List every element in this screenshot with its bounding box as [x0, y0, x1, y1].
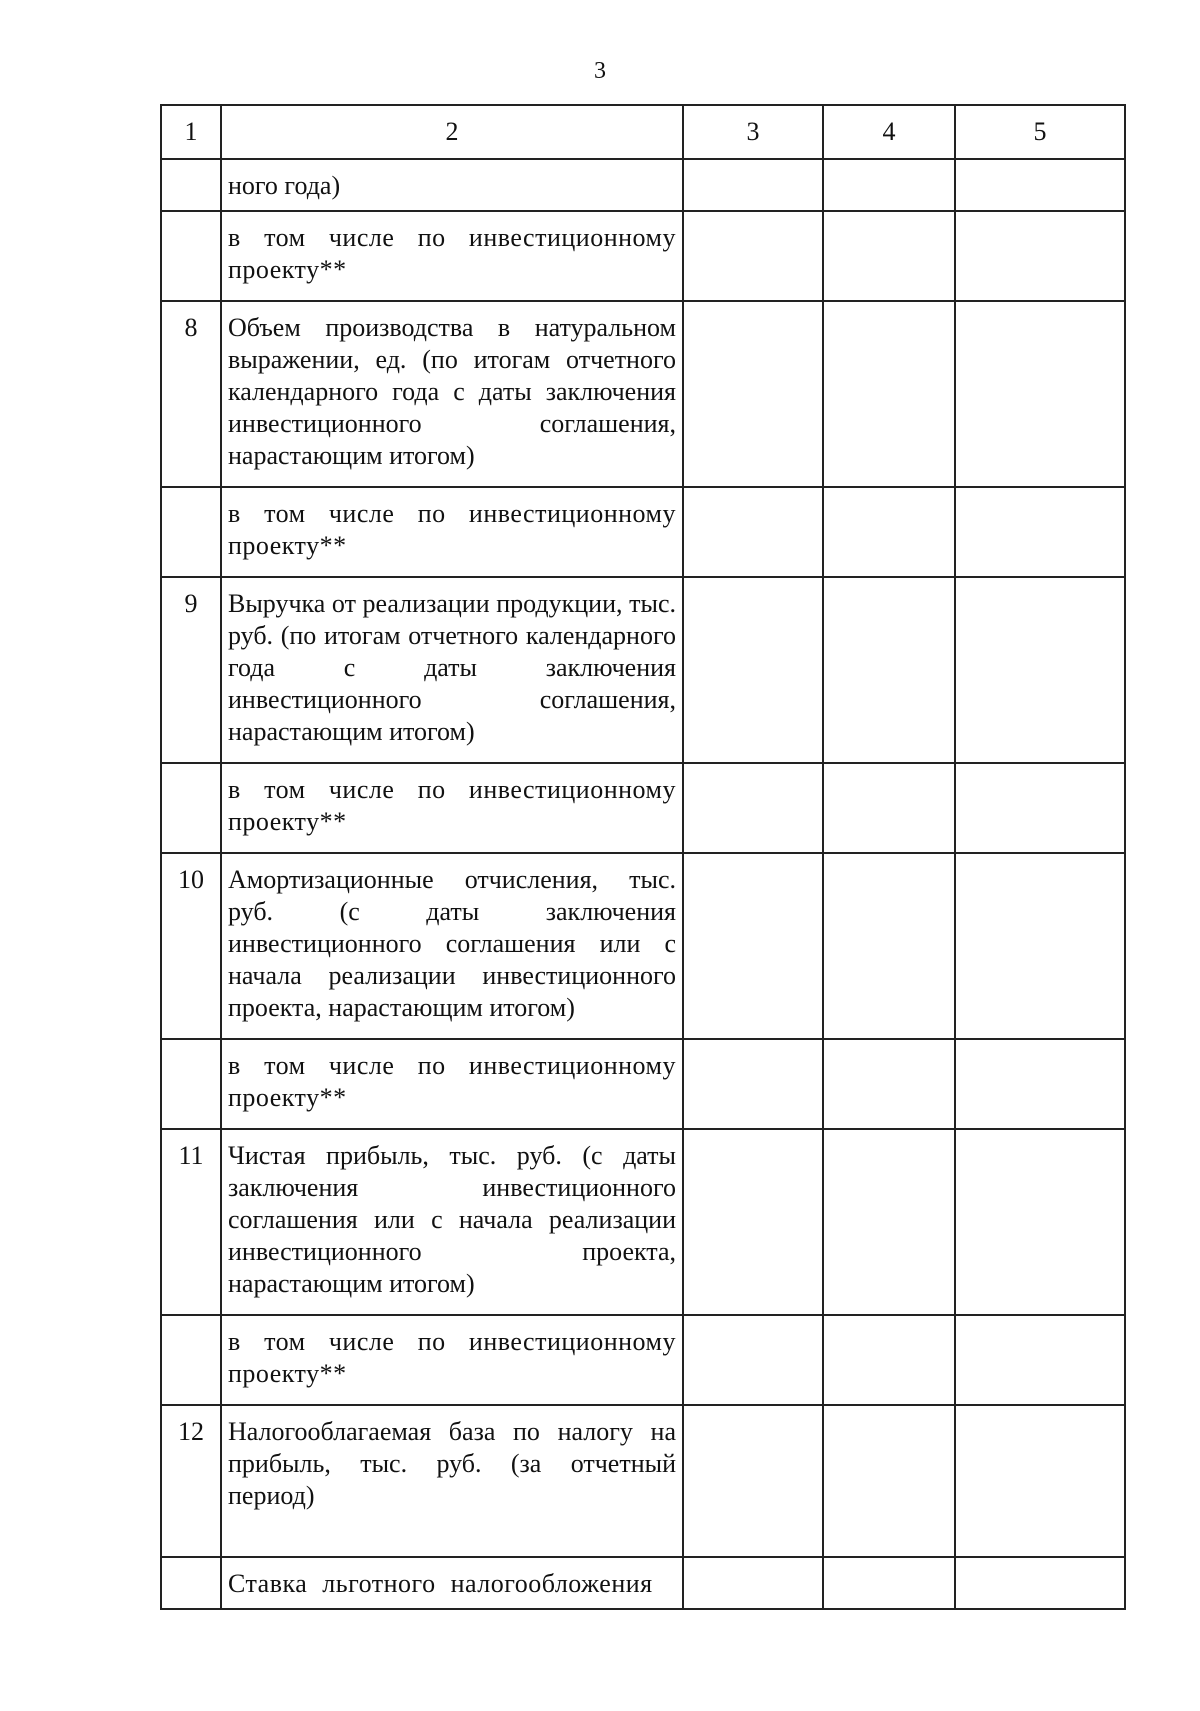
value-cell[interactable]	[683, 1315, 823, 1405]
page-number: 3	[594, 58, 606, 84]
value-cell[interactable]	[823, 1557, 955, 1609]
column-header: 2	[221, 105, 683, 159]
row-description: ного года)	[221, 159, 683, 211]
table-header-row	[161, 105, 1125, 159]
table-row	[161, 1129, 1125, 1315]
row-description: Амортизационные отчисления, тыс. руб. (с даты заключения инвестиционного соглашения или с начала реализации инвестиционного проекта, нарастающим итогом)	[221, 853, 683, 1039]
table-row	[161, 1039, 1125, 1129]
value-cell[interactable]	[955, 763, 1125, 853]
value-cell[interactable]	[955, 211, 1125, 301]
table-row	[161, 1557, 1125, 1609]
row-description: Ставка льготного налогообложения	[221, 1557, 683, 1609]
value-cell[interactable]	[683, 577, 823, 763]
value-cell[interactable]	[823, 487, 955, 577]
row-number	[161, 487, 221, 577]
value-cell[interactable]	[823, 159, 955, 211]
row-number	[161, 763, 221, 853]
row-description: Чистая прибыль, тыс. руб. (с даты заключения инвестиционного соглашения или с начала реализации инвестиционного проекта, нарастающим итогом)	[221, 1129, 683, 1315]
row-description: Выручка от реализации продукции, тыс. руб. (по итогам отчетного календарного года с даты заключения инвестиционного соглашения, нарастающим итогом)	[221, 577, 683, 763]
row-number	[161, 1315, 221, 1405]
row-number	[161, 1039, 221, 1129]
value-cell[interactable]	[683, 763, 823, 853]
value-cell[interactable]	[683, 1039, 823, 1129]
row-description: в том числе по инвестиционному проекту**	[221, 1315, 683, 1405]
value-cell[interactable]	[683, 1557, 823, 1609]
column-header: 4	[823, 105, 955, 159]
row-description: Объем производства в натуральном выражении, ед. (по итогам отчетного календарного года с даты заключения инвестиционного соглашения, нарастающим итогом)	[221, 301, 683, 487]
value-cell[interactable]	[955, 1315, 1125, 1405]
table-row	[161, 1315, 1125, 1405]
value-cell[interactable]	[955, 1039, 1125, 1129]
value-cell[interactable]	[683, 301, 823, 487]
value-cell[interactable]	[823, 1129, 955, 1315]
value-cell[interactable]	[683, 853, 823, 1039]
table-row	[161, 211, 1125, 301]
value-cell[interactable]	[955, 853, 1125, 1039]
table-row	[161, 487, 1125, 577]
row-number: 9	[161, 577, 221, 763]
column-header: 1	[161, 105, 221, 159]
row-number	[161, 211, 221, 301]
value-cell[interactable]	[955, 301, 1125, 487]
row-number: 10	[161, 853, 221, 1039]
value-cell[interactable]	[955, 159, 1125, 211]
table-row	[161, 301, 1125, 487]
value-cell[interactable]	[823, 763, 955, 853]
column-header: 5	[955, 105, 1125, 159]
row-number	[161, 159, 221, 211]
value-cell[interactable]	[683, 1405, 823, 1557]
report-table	[160, 104, 1126, 1610]
table-row	[161, 577, 1125, 763]
value-cell[interactable]	[823, 577, 955, 763]
value-cell[interactable]	[955, 487, 1125, 577]
value-cell[interactable]	[683, 1129, 823, 1315]
value-cell[interactable]	[683, 159, 823, 211]
column-header: 3	[683, 105, 823, 159]
row-number: 12	[161, 1405, 221, 1557]
value-cell[interactable]	[683, 487, 823, 577]
row-description: Налогооблагаемая база по налогу на прибыль, тыс. руб. (за отчетный период)	[221, 1405, 683, 1557]
table-row	[161, 159, 1125, 211]
table-row	[161, 763, 1125, 853]
value-cell[interactable]	[823, 1039, 955, 1129]
row-number	[161, 1557, 221, 1609]
value-cell[interactable]	[955, 1129, 1125, 1315]
table-row	[161, 853, 1125, 1039]
row-description: в том числе по инвестиционному проекту**	[221, 763, 683, 853]
row-description: в том числе по инвестиционному проекту**	[221, 211, 683, 301]
value-cell[interactable]	[823, 301, 955, 487]
value-cell[interactable]	[823, 853, 955, 1039]
value-cell[interactable]	[955, 1405, 1125, 1557]
value-cell[interactable]	[823, 1405, 955, 1557]
row-number: 8	[161, 301, 221, 487]
value-cell[interactable]	[955, 1557, 1125, 1609]
row-description: в том числе по инвестиционному проекту**	[221, 1039, 683, 1129]
value-cell[interactable]	[823, 1315, 955, 1405]
value-cell[interactable]	[823, 211, 955, 301]
table-row	[161, 1405, 1125, 1557]
row-description: в том числе по инвестиционному проекту**	[221, 487, 683, 577]
value-cell[interactable]	[683, 211, 823, 301]
row-number: 11	[161, 1129, 221, 1315]
value-cell[interactable]	[955, 577, 1125, 763]
